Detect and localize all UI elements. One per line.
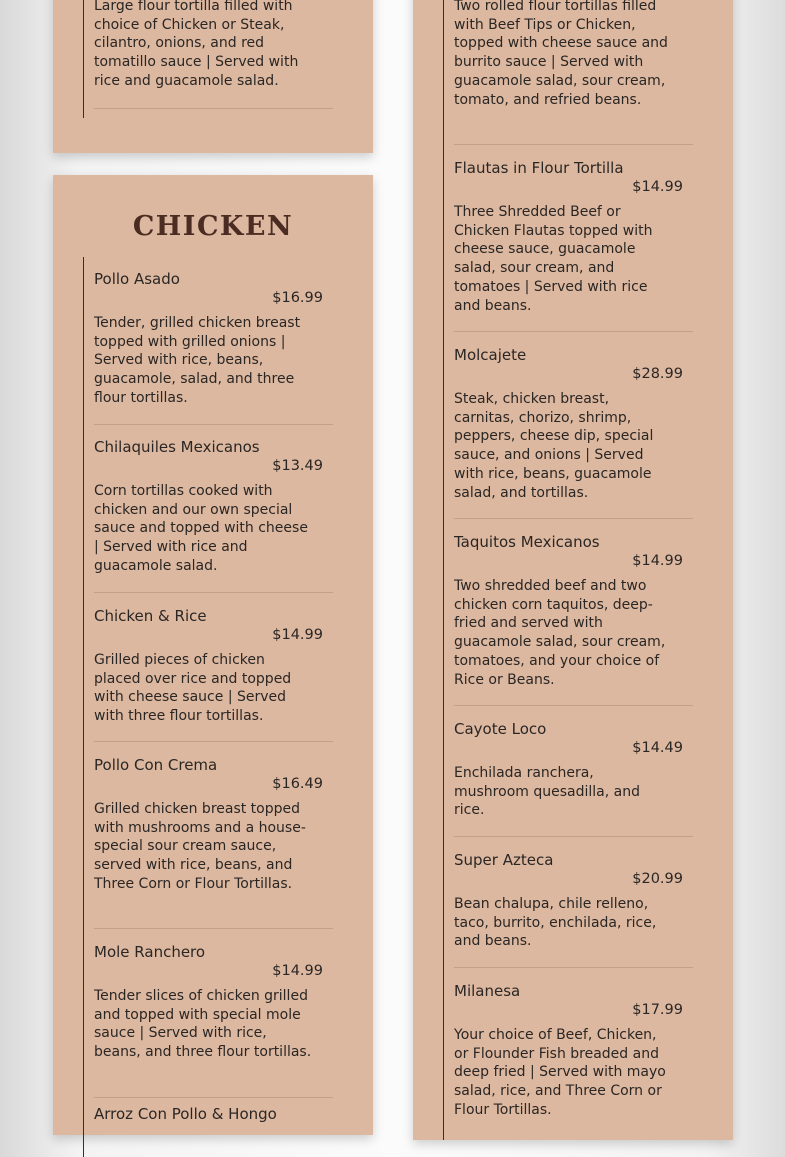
item-price: $14.99 <box>272 627 323 643</box>
item-description: Tender, grilled chicken breast topped with grilled onions | Served with rice, beans, guacamole, salad, and three flour tortillas. <box>94 315 301 406</box>
item-price: $14.99 <box>632 179 683 195</box>
item-divider <box>94 592 333 593</box>
item-price: $13.49 <box>272 458 323 474</box>
item-divider <box>94 928 333 929</box>
item-description: Grilled pieces of chicken placed over rice and topped with cheese sauce | Served with three flour tortillas. <box>94 652 292 725</box>
item-description: Corn tortillas cooked with chicken and our own special sauce and topped with cheese | Served with rice and guacamole salad. <box>94 483 308 574</box>
item-name: Super Azteca <box>454 851 554 869</box>
item-name: Pollo Asado <box>94 270 180 288</box>
item-description: Three Shredded Beef or Chicken Flautas topped with cheese sauce, guacamole salad, sour cream, and tomatoes | Served with rice and beans. <box>454 204 653 314</box>
item-name: Arroz Con Pollo & Hongo <box>94 1105 277 1123</box>
item-name: Milanesa <box>454 982 521 1000</box>
item-name: Chicken & Rice <box>94 607 207 625</box>
item-divider <box>454 331 693 332</box>
item-divider <box>94 1097 333 1098</box>
item-divider <box>454 836 693 837</box>
item-description: Bean chalupa, chile relleno, taco, burrito, enchilada, rice, and beans. <box>454 896 657 950</box>
item-description: Large flour tortilla filled with choice of Chicken or Steak, cilantro, onions, and red tomatillo sauce | Served with rice and guacamole salad. <box>94 0 299 89</box>
item-price: $14.49 <box>632 740 683 756</box>
item-name: Molcajete <box>454 346 527 364</box>
item-name: Chilaquiles Mexicanos <box>94 438 260 456</box>
item-description: Two rolled flour tortillas filled with Beef Tips or Chicken, topped with cheese sauce and burrito sauce | Served with guacamole salad, sour cream, tomato, and refried beans. <box>454 0 668 108</box>
item-name: Taquitos Mexicanos <box>454 533 600 551</box>
item-divider <box>454 967 693 968</box>
item-description: Grilled chicken breast topped with mushrooms and a house-special sour cream sauce, served with rice, beans, and Three Corn or Flour Tortillas. <box>94 801 306 892</box>
item-divider <box>454 705 693 706</box>
item-divider <box>454 144 693 145</box>
menu-card-chicken <box>53 175 373 1135</box>
item-price: $16.49 <box>272 776 323 792</box>
menu-card-previous <box>53 0 373 153</box>
menu-item-list <box>83 0 299 118</box>
item-description: Your choice of Beef, Chicken, or Flounder Fish breaded and deep fried | Served with mayo salad, rice, and Three Corn or Flour Tortillas. <box>454 1027 666 1118</box>
item-price: $20.99 <box>632 871 683 887</box>
item-divider <box>94 108 333 109</box>
section-title: CHICKEN <box>132 211 294 242</box>
item-description: Tender slices of chicken grilled and topped with special mole sauce | Served with rice, beans, and three flour tortillas. <box>94 988 312 1061</box>
menu-card-right <box>413 0 733 1140</box>
item-name: Cayote Loco <box>454 720 547 738</box>
item-divider <box>94 741 333 742</box>
item-name: Mole Ranchero <box>94 943 206 961</box>
item-price: $28.99 <box>632 366 683 382</box>
item-price: $16.99 <box>272 290 323 306</box>
item-name: Pollo Con Crema <box>94 756 218 774</box>
item-divider <box>454 518 693 519</box>
item-description: Steak, chicken breast, carnitas, chorizo, shrimp, peppers, cheese dip, special sauce, and onions | Served with rice, beans, guacamole salad, and tortillas. <box>454 391 654 501</box>
item-price: $14.99 <box>272 963 323 979</box>
item-description: Enchilada ranchera, mushroom quesadilla, and rice. <box>454 765 640 819</box>
item-price: $14.99 <box>632 553 683 569</box>
item-name: Flautas in Flour Tortilla <box>454 159 624 177</box>
item-divider <box>94 424 333 425</box>
item-price: $17.99 <box>632 1002 683 1018</box>
menu-item-list <box>83 257 323 1157</box>
item-description: Two shredded beef and two chicken corn taquitos, deep-fried and served with guacamole salad, sour cream, tomatoes, and your choice of Rice or Beans. <box>454 578 666 688</box>
menu-item-list <box>443 0 683 1140</box>
